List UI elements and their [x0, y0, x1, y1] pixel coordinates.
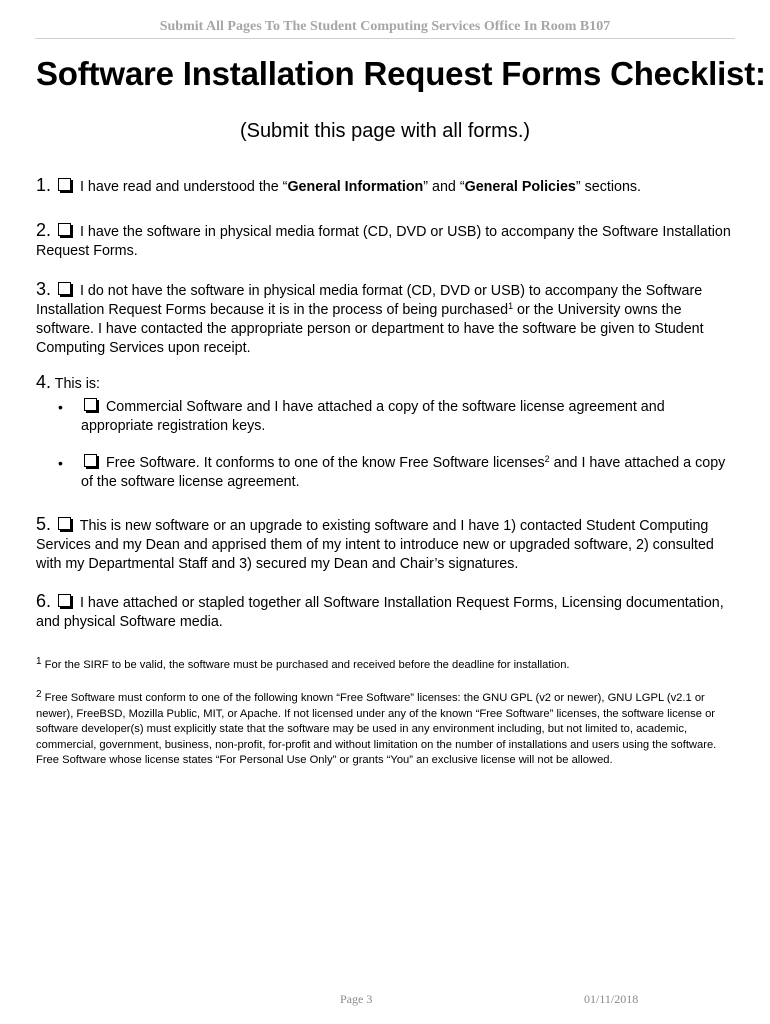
item-text: I have attached or stapled together all Software Installation Request Forms, Licensing documentation, and physical Software media.: [36, 595, 724, 630]
item-text: This is:: [54, 376, 101, 392]
bullet-item-free: [58, 454, 738, 492]
item-bold-text: General Information: [287, 179, 424, 195]
item-bold-text: General Policies: [464, 179, 576, 195]
checkbox-icon[interactable]: [84, 454, 97, 467]
footnote-text: Free Software must conform to one of the following known “Free Software” licenses: the GNU GPL (v2 or newer), GNU LGPL (v2.1 or newer), FreeBSD, Mozilla Public, MIT, or Apache. If not licensed under any of the known “Free Software” licenses, the software license or software developer(s) must explicitly state that the software may be used in any environment including, but not limited to, academic, commercial, government, business, non-profit, for-profit and without limitation on the number of installations and users using the software. Free Software whose license states “For Personal Use Only” or grants “You” an exclusive license will not be allowed.: [36, 692, 717, 766]
item-number: 2.: [36, 220, 52, 240]
checkbox-icon[interactable]: [58, 178, 71, 191]
item-text: or the University owns the software. I have contacted the appropriate person or department to have the software be given to Student Computing Services upon receipt.: [36, 302, 704, 356]
footnote-2: [36, 691, 736, 769]
item-text: I do not have the software in physical media format (CD, DVD or USB) to accompany the Software Installation Request Forms because it is in the process of being purchased: [36, 283, 703, 318]
item-text: I have read and understood the “: [79, 179, 288, 195]
header-divider: [35, 38, 735, 39]
bullet-text: Free Software. It conforms to one of the know Free Software licenses: [105, 455, 545, 471]
item-text: ” sections.: [575, 179, 642, 195]
footnote-mark: 1: [36, 656, 42, 667]
item-text: ” and “: [423, 179, 465, 195]
checkbox-icon[interactable]: [58, 223, 71, 236]
checklist-item-3: [36, 280, 736, 358]
bullet-icon: •: [58, 455, 63, 471]
checkbox-icon[interactable]: [58, 517, 71, 530]
checklist-item-6: [36, 592, 736, 632]
footnote-text: For the SIRF to be valid, the software must be purchased and received before the deadline for installation.: [41, 659, 570, 671]
footnote-ref: 1: [508, 301, 514, 311]
checkbox-icon[interactable]: [58, 282, 71, 295]
page-header: Submit All Pages To The Student Computing Services Office In Room B107: [159, 19, 611, 34]
checklist-item-2: [36, 221, 736, 261]
bullet-text: Commercial Software and I have attached a copy of the software license agreement and appropriate registration keys.: [81, 399, 665, 434]
checklist-item-5: [36, 515, 736, 574]
footer-date: 01/11/2018: [584, 992, 639, 1006]
bullet-text: and I have attached a copy of the software license agreement.: [81, 455, 726, 490]
footnote-mark: 2: [36, 689, 42, 700]
page-subtitle: (Submit this page with all forms.): [239, 120, 531, 142]
footnote-1: [36, 658, 736, 674]
page-number: Page 3: [340, 992, 373, 1006]
checklist-item-1: [36, 176, 736, 197]
item-number: 5.: [36, 514, 52, 534]
footnote-ref: 2: [544, 454, 550, 464]
checklist-item-4: [36, 373, 736, 394]
item-number: 3.: [36, 279, 52, 299]
item-text: I have the software in physical media format (CD, DVD or USB) to accompany the Software Installation Request Forms.: [36, 224, 731, 259]
item-number: 6.: [36, 591, 52, 611]
checkbox-icon[interactable]: [58, 594, 71, 607]
item-number: 4.: [36, 372, 52, 392]
page-title: Software Installation Request Forms Checklist:: [36, 55, 766, 92]
bullet-icon: •: [58, 399, 63, 415]
item-text: This is new software or an upgrade to existing software and I have 1) contacted Student Computing Services and my Dean and apprised them of my intent to introduce new or upgraded software, 2) consulted with my Departmental Staff and 3) secured my Dean and Chair’s signatures.: [36, 518, 714, 572]
bullet-item-commercial: [58, 398, 738, 436]
checkbox-icon[interactable]: [84, 398, 97, 411]
item-number: 1.: [36, 175, 52, 195]
